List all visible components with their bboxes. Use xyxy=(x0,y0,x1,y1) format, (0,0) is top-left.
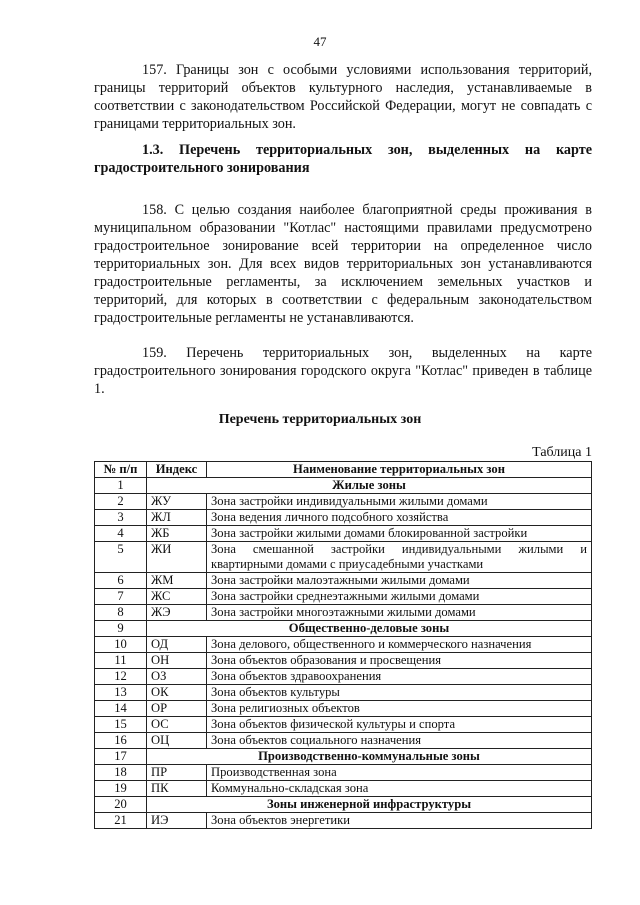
table-row xyxy=(95,733,592,749)
row-number: 3 xyxy=(95,510,147,526)
row-number: 8 xyxy=(95,605,147,621)
zone-name: Зона объектов культуры xyxy=(207,685,592,701)
table-caption: Таблица 1 xyxy=(532,445,592,460)
zone-name: Зона объектов образования и просвещения xyxy=(207,653,592,669)
table-group-row xyxy=(95,621,592,637)
zone-name: Зона застройки жилыми домами блокированной застройки xyxy=(207,526,592,542)
table-title: Перечень территориальных зон xyxy=(218,412,422,427)
table-group-row xyxy=(95,478,592,494)
row-number: 10 xyxy=(95,637,147,653)
table-row xyxy=(95,573,592,589)
zone-index: ОЗ xyxy=(147,669,207,685)
zone-name: Зона застройки малоэтажными жилыми домами xyxy=(207,573,592,589)
zone-name: Зона религиозных объектов xyxy=(207,701,592,717)
table-row xyxy=(95,494,592,510)
table-row xyxy=(95,765,592,781)
zone-group-title: Зоны инженерной инфраструктуры xyxy=(147,797,592,813)
zone-name: Производственная зона xyxy=(207,765,592,781)
table-row xyxy=(95,717,592,733)
section-heading: 1.3. Перечень территориальных зон, выделенных на карте градостроительного зонирования xyxy=(94,142,592,176)
zone-index: ОС xyxy=(147,717,207,733)
header-num: № п/п xyxy=(95,462,147,478)
zones-table xyxy=(94,461,592,829)
zone-name: Коммунально-складская зона xyxy=(207,781,592,797)
zone-name: Зона объектов физической культуры и спорта xyxy=(207,717,592,733)
zone-index: ЖЭ xyxy=(147,605,207,621)
zone-index: ЖУ xyxy=(147,494,207,510)
row-number: 21 xyxy=(95,813,147,829)
zone-name: Зона объектов здравоохранения xyxy=(207,669,592,685)
table-row xyxy=(95,589,592,605)
row-number: 2 xyxy=(95,494,147,510)
zone-name: Зона смешанной застройки индивидуальными жилыми и квартирными домами с приусадебными участками xyxy=(207,542,592,573)
table-row xyxy=(95,510,592,526)
zone-index: ИЭ xyxy=(147,813,207,829)
table-row xyxy=(95,605,592,621)
row-number: 9 xyxy=(95,621,147,637)
row-number: 16 xyxy=(95,733,147,749)
zone-index: ЖЛ xyxy=(147,510,207,526)
zone-index: ПК xyxy=(147,781,207,797)
zone-index: ЖМ xyxy=(147,573,207,589)
row-number: 4 xyxy=(95,526,147,542)
table-header-row xyxy=(95,462,592,478)
row-number: 6 xyxy=(95,573,147,589)
zone-index: ЖС xyxy=(147,589,207,605)
zone-name: Зона застройки среднеэтажными жилыми домами xyxy=(207,589,592,605)
zone-name: Зона объектов социального назначения xyxy=(207,733,592,749)
table-row xyxy=(95,542,592,573)
paragraph-157: 157. Границы зон с особыми условиями использования территорий, границы территорий объектов культурного наследия, устанавливаемые в соответствии с законодательством Российской Федерации, могут не совпадать с границами территориальных зон. xyxy=(94,62,592,132)
row-number: 19 xyxy=(95,781,147,797)
row-number: 11 xyxy=(95,653,147,669)
zone-index: ЖИ xyxy=(147,542,207,573)
row-number: 12 xyxy=(95,669,147,685)
row-number: 18 xyxy=(95,765,147,781)
table-group-row xyxy=(95,749,592,765)
zone-name: Зона делового, общественного и коммерческого назначения xyxy=(207,637,592,653)
zone-group-title: Общественно-деловые зоны xyxy=(147,621,592,637)
page-number: 47 xyxy=(313,34,327,49)
table-row xyxy=(95,685,592,701)
zone-index: ОЦ xyxy=(147,733,207,749)
zone-name: Зона застройки многоэтажными жилыми домами xyxy=(207,605,592,621)
table-row xyxy=(95,813,592,829)
zone-index: ПР xyxy=(147,765,207,781)
table-row xyxy=(95,781,592,797)
paragraph-158: 158. С целью создания наиболее благоприятной среды проживания в муниципальном образовании "Котлас" настоящими правилами предусмотрено градостроительное зонирование всей территории на определенное число территориальных зон. Для всех видов территориальных зон устанавливаются градостроительные регламенты, за исключением земельных участков и территорий, для которых в соответствии с федеральным законодательством градостроительные регламенты не устанавливаются. xyxy=(94,202,592,326)
zone-name: Зона объектов энергетики xyxy=(207,813,592,829)
row-number: 7 xyxy=(95,589,147,605)
zone-group-title: Производственно-коммунальные зоны xyxy=(147,749,592,765)
row-number: 5 xyxy=(95,542,147,573)
zone-index: ОД xyxy=(147,637,207,653)
row-number: 1 xyxy=(95,478,147,494)
row-number: 15 xyxy=(95,717,147,733)
header-index: Индекс xyxy=(147,462,207,478)
row-number: 13 xyxy=(95,685,147,701)
row-number: 20 xyxy=(95,797,147,813)
zone-group-title: Жилые зоны xyxy=(147,478,592,494)
row-number: 14 xyxy=(95,701,147,717)
zone-index: ЖБ xyxy=(147,526,207,542)
zone-index: ОН xyxy=(147,653,207,669)
table-row xyxy=(95,637,592,653)
row-number: 17 xyxy=(95,749,147,765)
table-row xyxy=(95,653,592,669)
table-row xyxy=(95,526,592,542)
table-row xyxy=(95,701,592,717)
zone-name: Зона застройки индивидуальными жилыми домами xyxy=(207,494,592,510)
zone-name: Зона ведения личного подсобного хозяйства xyxy=(207,510,592,526)
zone-index: ОР xyxy=(147,701,207,717)
table-group-row xyxy=(95,797,592,813)
table-row xyxy=(95,669,592,685)
paragraph-159: 159. Перечень территориальных зон, выделенных на карте градостроительного зонирования городского округа "Котлас" приведен в таблице 1. xyxy=(94,345,592,397)
zone-index: ОК xyxy=(147,685,207,701)
header-name: Наименование территориальных зон xyxy=(207,462,592,478)
